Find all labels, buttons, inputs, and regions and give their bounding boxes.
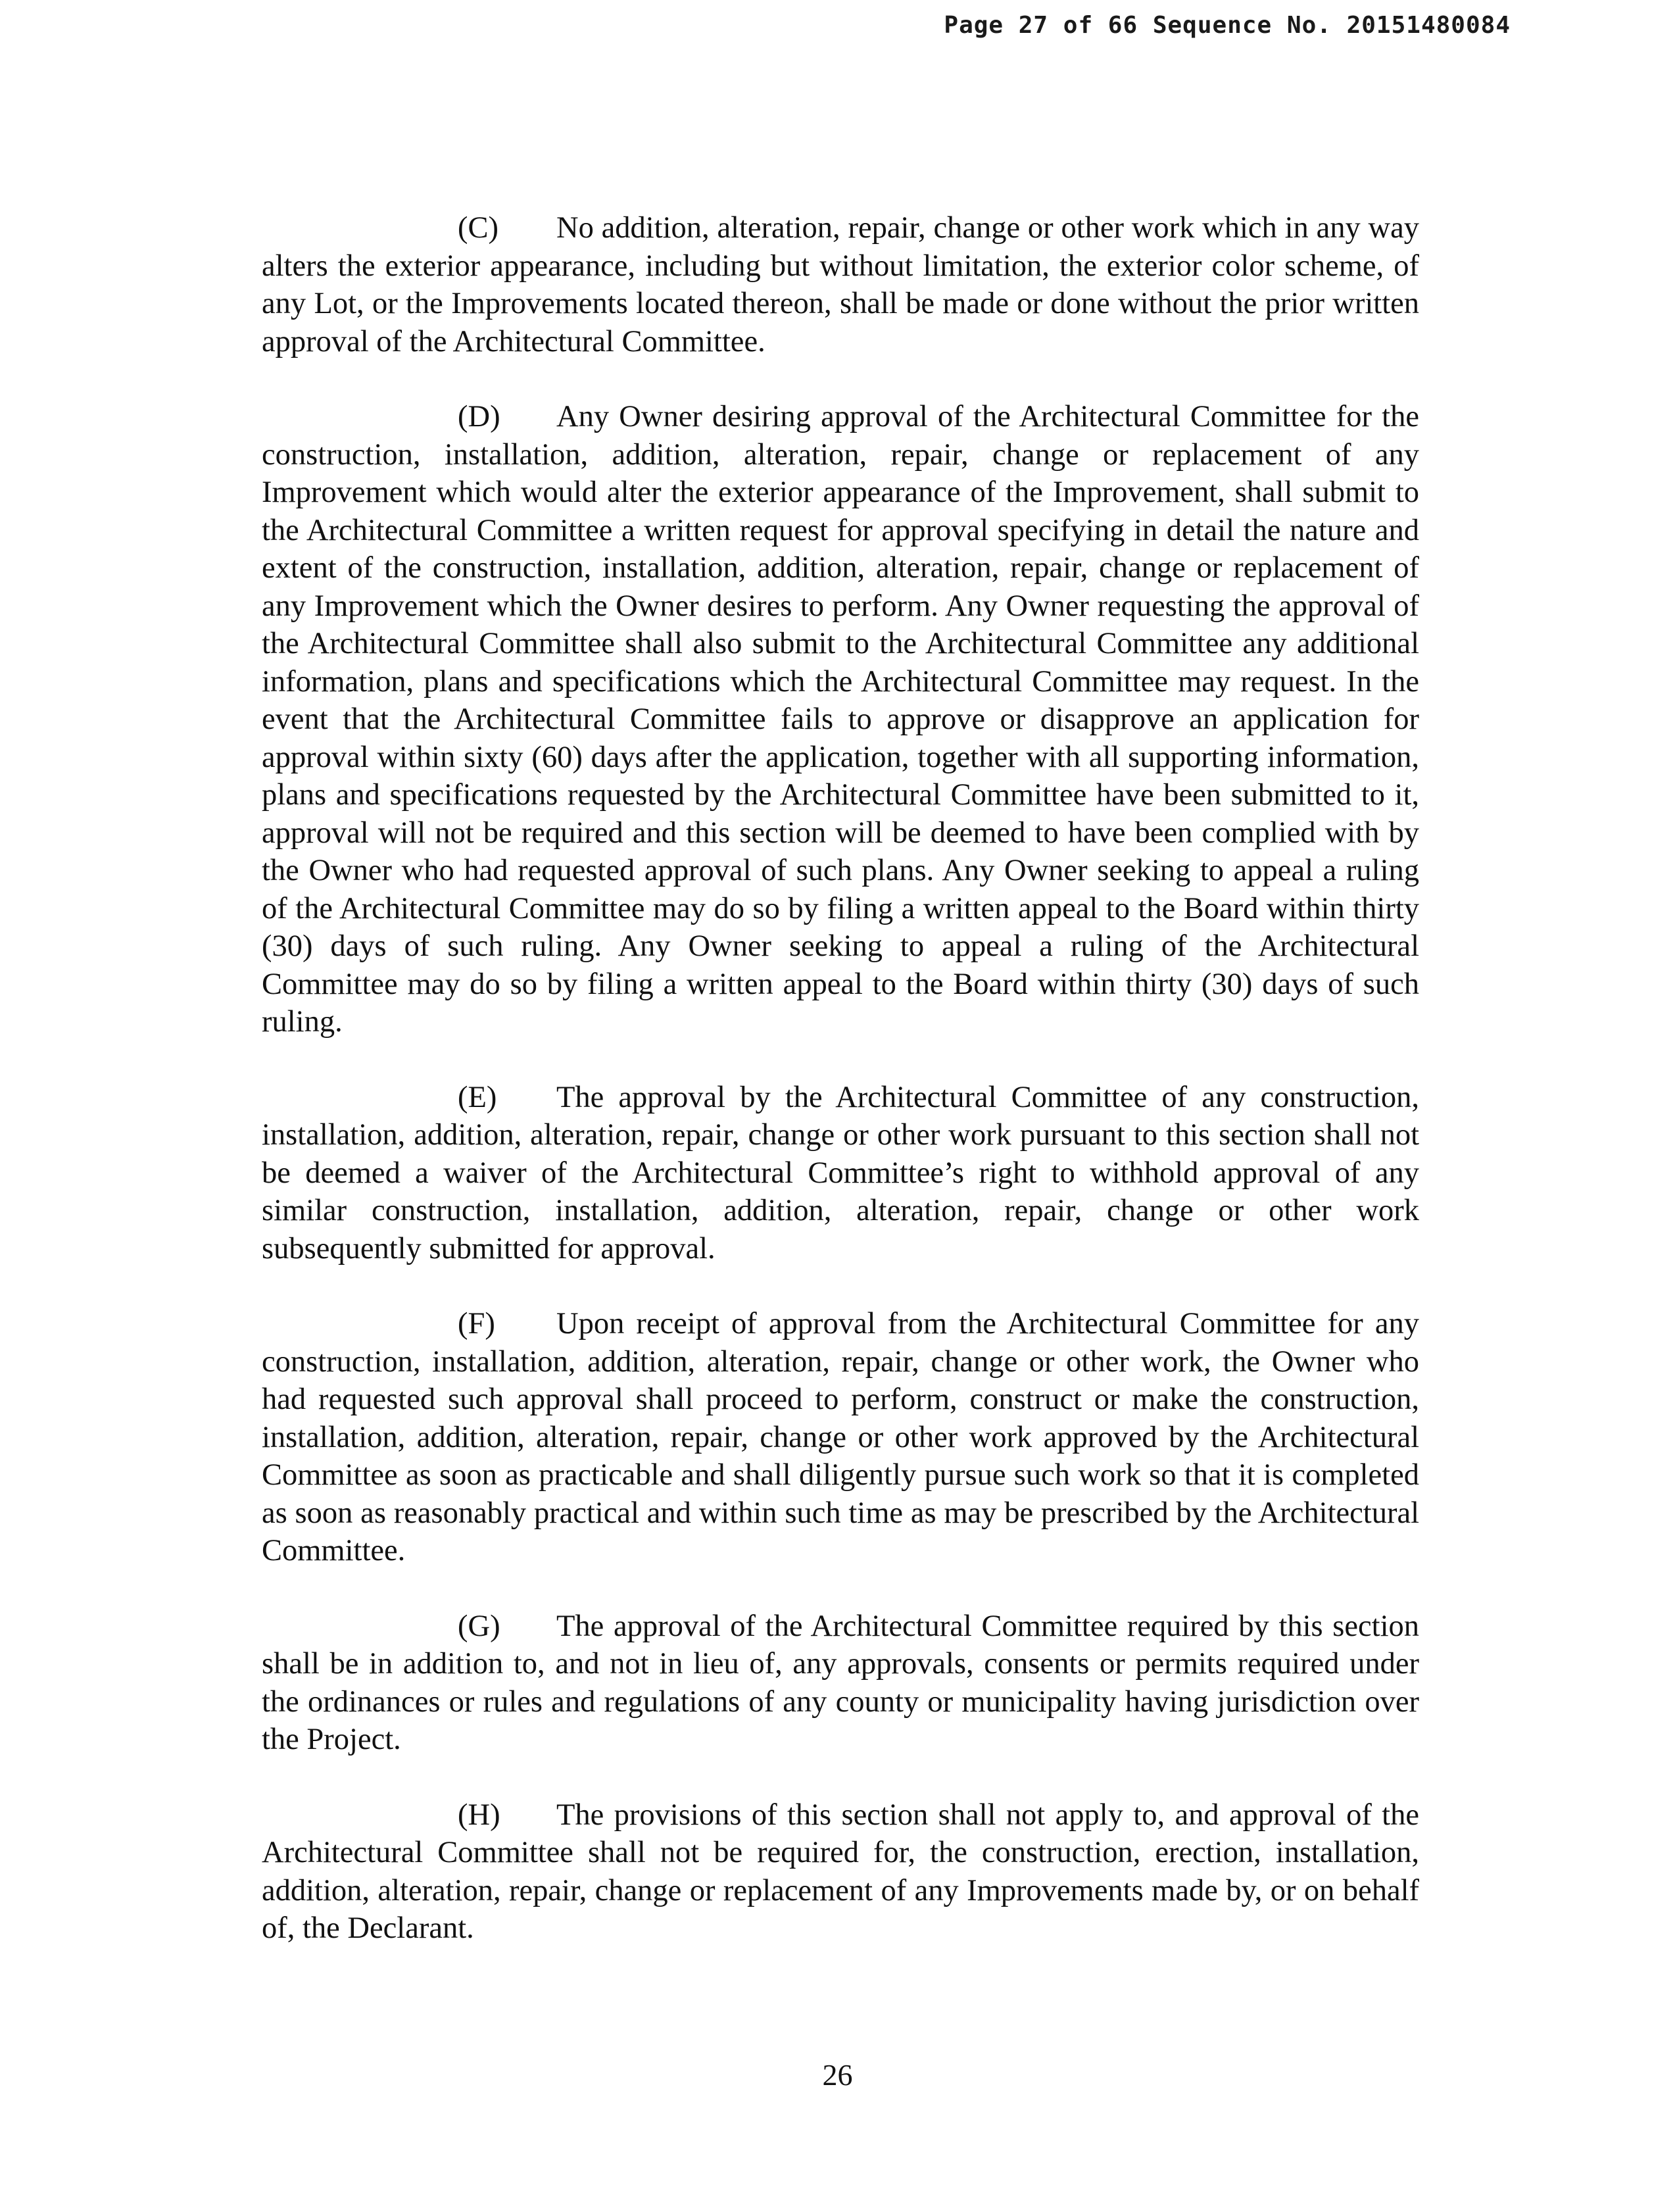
page-number: 26	[822, 2058, 853, 2092]
paragraph-c	[262, 209, 1419, 360]
paragraph-label: (C)	[458, 211, 498, 245]
paragraph-f	[262, 1305, 1419, 1570]
paragraph-label: (F)	[458, 1307, 495, 1340]
paragraph-text: The approval of the Architectural Committee required by this section shall be in addition to, and not in lieu of, any approvals, consents or permits required under the ordinances or rules and regulations of any county or municipality having jurisdiction over the Project.	[262, 1609, 1419, 1756]
paragraph-text: No addition, alteration, repair, change or other work which in any way alters the exterior appearance, including but without limitation, the exterior color scheme, of any Lot, or the Improvements located thereon, shall be made or done without the prior written approval of the Architectural Committee.	[262, 211, 1419, 358]
paragraph-text: The approval by the Architectural Committee of any construction, installation, addition, alteration, repair, change or other work pursuant to this section shall not be deemed a waiver of the Architectural Committee’s right to withhold approval of any similar construction, installation, addition, alteration, repair, change or other work subsequently submitted for approval.	[262, 1080, 1419, 1266]
page-sequence-stamp: Page 27 of 66 Sequence No. 20151480084	[944, 12, 1511, 39]
paragraph-label: (E)	[458, 1080, 497, 1114]
paragraph-label: (D)	[458, 400, 500, 433]
paragraph-label: (G)	[458, 1609, 500, 1643]
paragraph-text: The provisions of this section shall not apply to, and approval of the Architectural Committee shall not be required for, the construction, erection, installation, addition, alteration, repair, change or replacement of any Improvements made by, or on behalf of, the Declarant.	[262, 1798, 1419, 1945]
paragraph-e	[262, 1079, 1419, 1268]
paragraph-label: (H)	[458, 1798, 500, 1832]
paragraph-d	[262, 398, 1419, 1041]
paragraph-g	[262, 1608, 1419, 1759]
paragraph-h	[262, 1796, 1419, 1948]
paragraph-text: Upon receipt of approval from the Architectural Committee for any construction, installation, addition, alteration, repair, change or other work, the Owner who had requested such approval shall proceed to perform, construct or make the construction, installation, addition, alteration, repair, change or other work approved by the Architectural Committee as soon as practicable and shall diligently pursue such work so that it is completed as soon as reasonably practical and within such time as may be prescribed by the Architectural Committee.	[262, 1307, 1419, 1567]
paragraph-text: Any Owner desiring approval of the Architectural Committee for the construction, installation, addition, alteration, repair, change or replacement of any Improvement which would alter the exterior appearance of the Improvement, shall submit to the Architectural Committee a written request for approval specifying in detail the nature and extent of the construction, installation, addition, alteration, repair, change or replacement of any Improvement which the Owner desires to perform. Any Owner requesting the approval of the Architectural Committee shall also submit to the Architectural Committee any additional information, plans and specifications which the Architectural Committee may request. In the event that the Architectural Committee fails to approve or disapprove an application for approval within sixty (60) days after the application, together with all supporting information, plans and specifications requested by the Architectural Committee have been submitted to it, approval will not be required and this section will be deemed to have been complied with by the Owner who had requested approval of such plans. Any Owner seeking to appeal a ruling of the Architectural Committee may do so by filing a written appeal to the Board within thirty (30) days of such ruling. Any Owner seeking to appeal a ruling of the Architectural Committee may do so by filing a written appeal to the Board within thirty (30) days of such ruling.	[262, 400, 1419, 1039]
document-body	[262, 209, 1419, 1985]
